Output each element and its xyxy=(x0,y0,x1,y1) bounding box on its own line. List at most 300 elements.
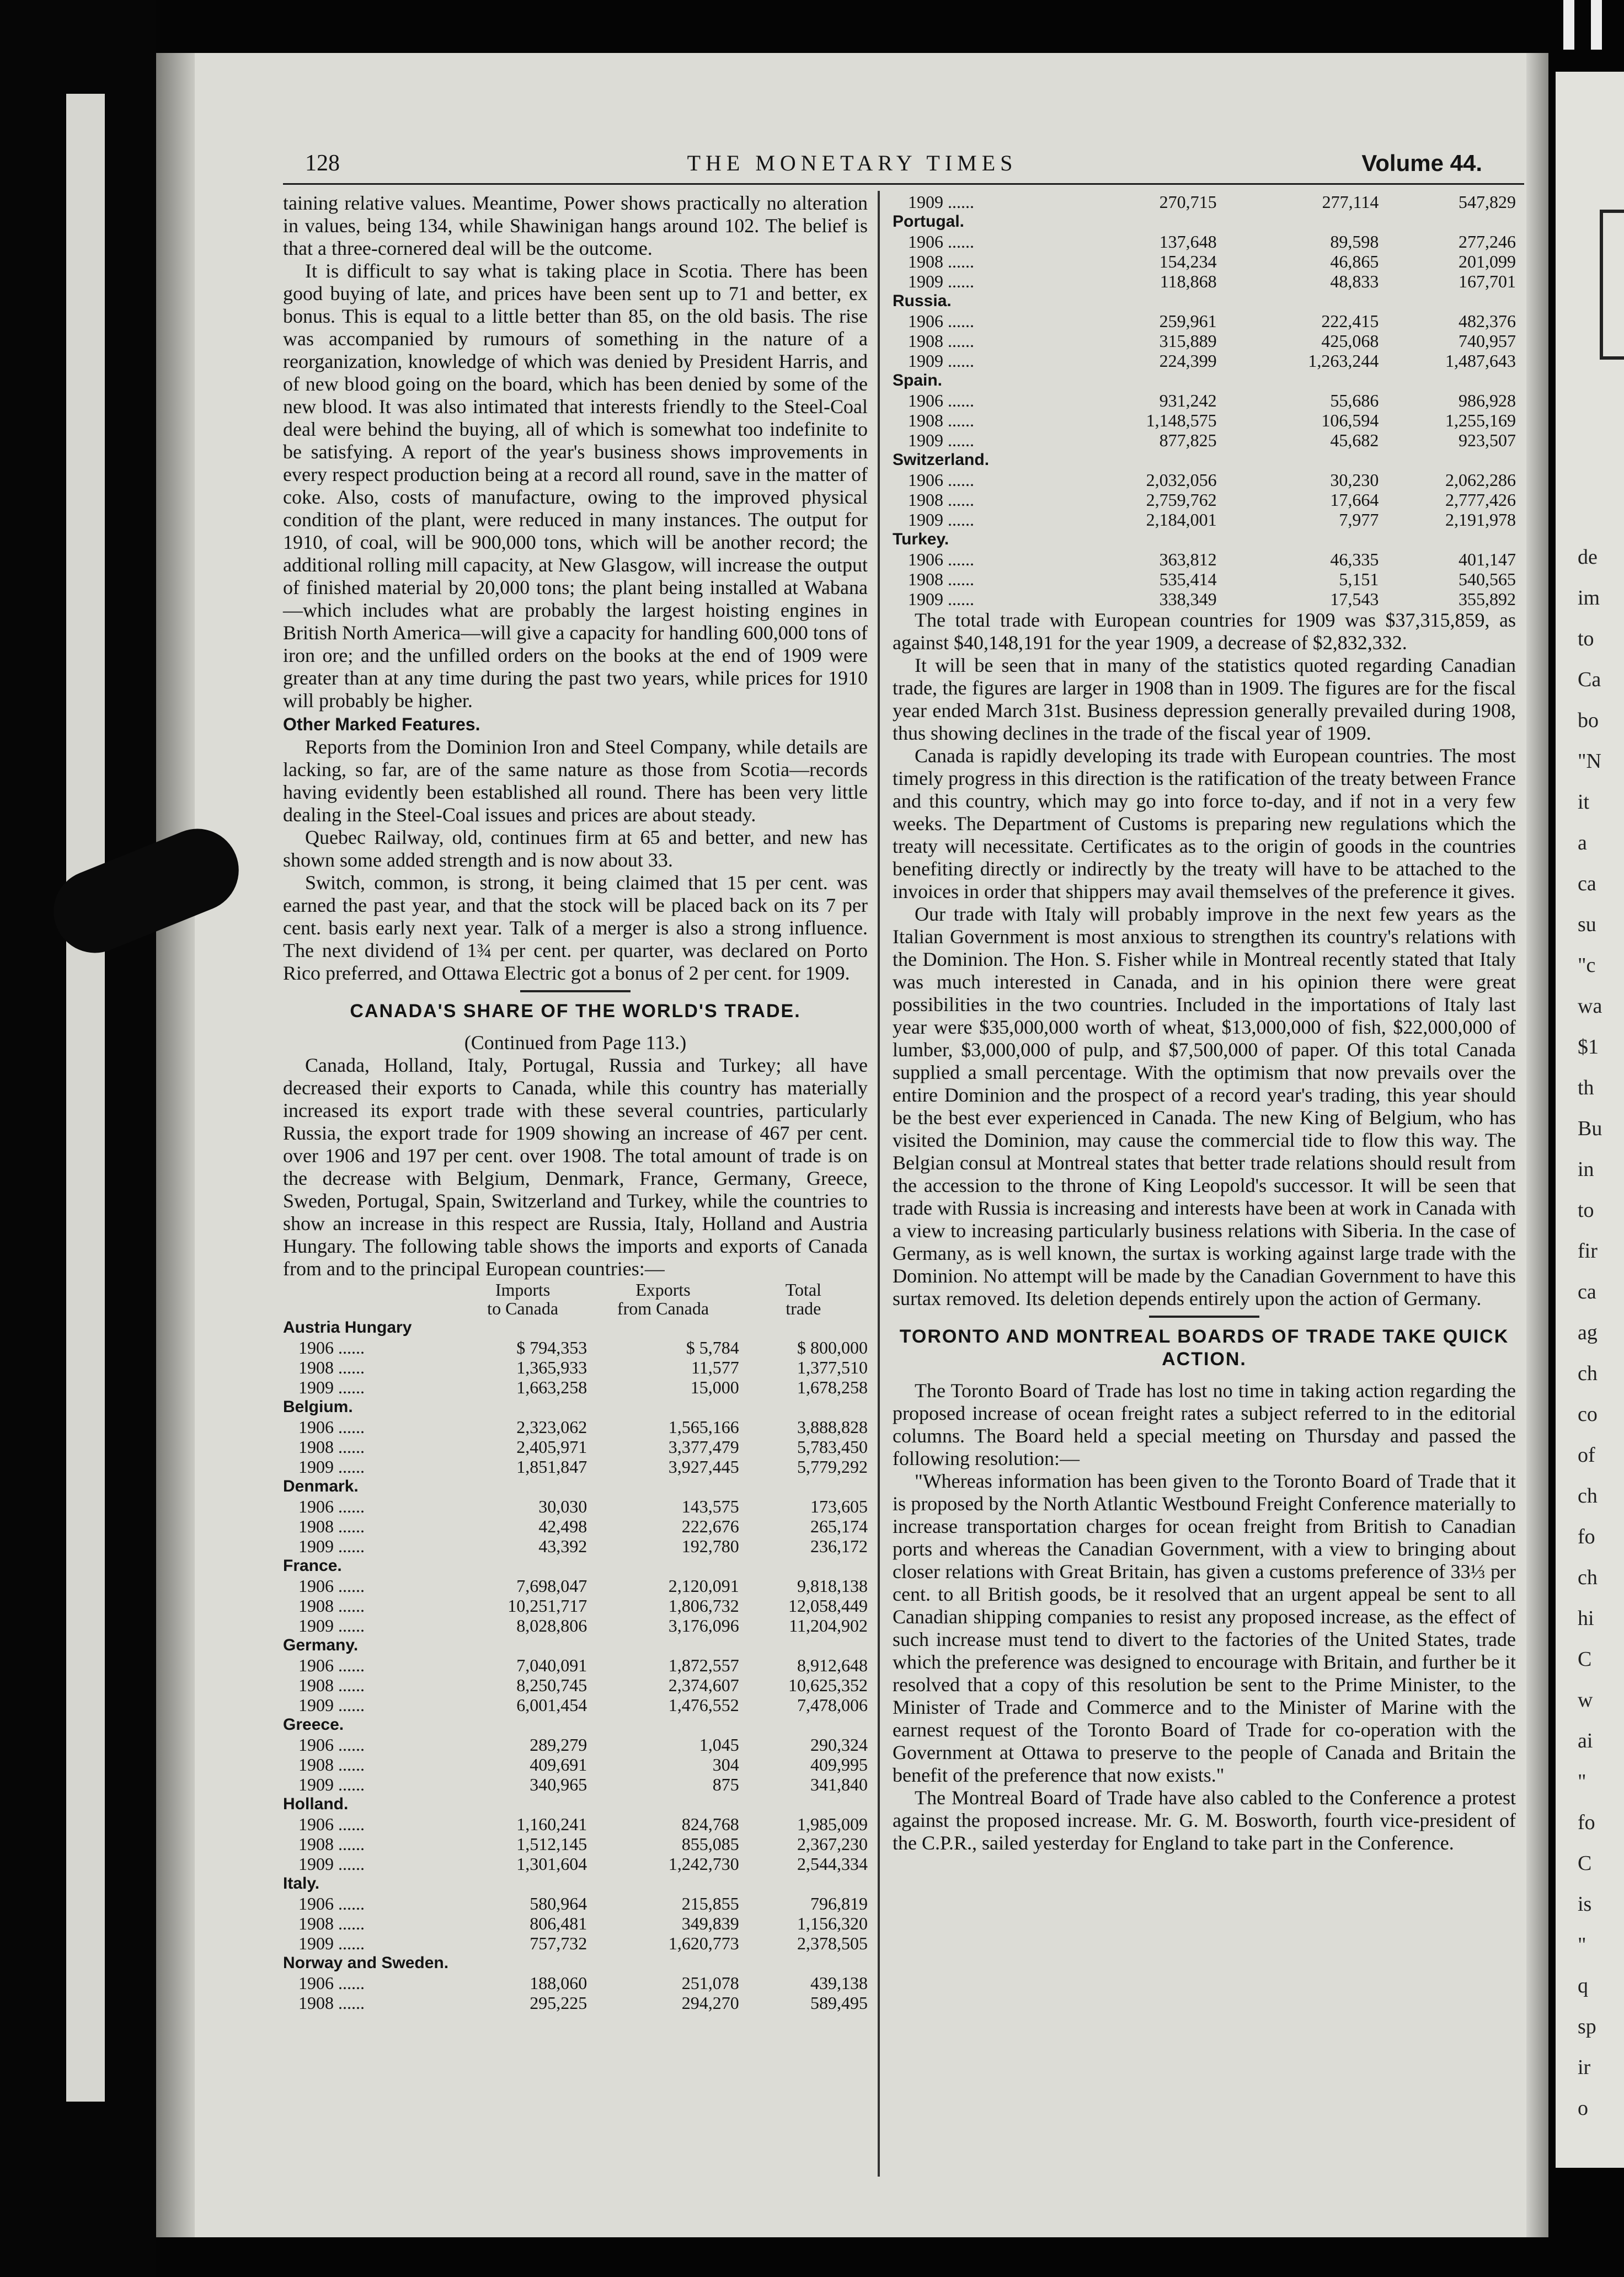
fragment-text: C xyxy=(1578,1852,1592,1875)
table-row xyxy=(283,1993,868,2013)
fragment-text: sp xyxy=(1578,2015,1596,2038)
value-cell: 2,759,762 xyxy=(1146,490,1217,510)
paragraph: Switch, common, is strong, it being claimed that 15 per cent. was earned the past year, and that the stock will be placed back on its 7 per cent. basis early next year. Talk of a merger is also a strong influence. The next dividend of 1¾ per cent. per quarter, was declared on Porto Rico preferred, and Ottawa Electric got a bonus of 2 per cent. for 1909. xyxy=(283,872,868,984)
value-cell: 143,575 xyxy=(681,1496,739,1516)
continued-note: (Continued from Page 113.) xyxy=(464,1031,687,1054)
year-cell: 1908 ...... xyxy=(298,1357,365,1377)
fragment-text: fo xyxy=(1578,1525,1595,1548)
year-cell: 1909 ...... xyxy=(908,192,974,212)
year-cell: 1906 ...... xyxy=(298,1655,365,1675)
value-cell: 338,349 xyxy=(1159,589,1217,609)
value-cell: 1,806,732 xyxy=(668,1596,739,1616)
paragraph: The Toronto Board of Trade has lost no time in taking action regarding the proposed increase of ocean freight rates a subject referred to in the editorial columns. The Board held a special meeting on Thursday and passed the following resolution:— xyxy=(893,1380,1516,1469)
table-row xyxy=(893,192,1516,212)
value-cell: 46,865 xyxy=(1330,252,1379,271)
value-cell: 137,648 xyxy=(1159,232,1217,252)
table-column-header xyxy=(283,1280,458,1318)
value-cell: 118,868 xyxy=(1160,271,1217,291)
fragment-text: ca xyxy=(1578,1280,1596,1303)
table-row xyxy=(893,391,1516,410)
country-name: Greece. xyxy=(283,1715,344,1734)
value-cell: 188,060 xyxy=(530,1973,587,1993)
value-cell: 2,374,607 xyxy=(668,1675,739,1695)
year-cell: 1906 ...... xyxy=(908,232,974,252)
table-row xyxy=(283,1814,868,1834)
table-row xyxy=(893,252,1516,271)
value-cell: 363,812 xyxy=(1159,549,1217,569)
country-name: Turkey. xyxy=(893,530,949,548)
value-cell: 1,148,575 xyxy=(1146,410,1217,430)
value-cell: 3,377,479 xyxy=(668,1437,739,1457)
newspaper-page xyxy=(156,53,1548,2237)
country-row xyxy=(893,450,1516,470)
country-row xyxy=(283,1874,868,1894)
country-row xyxy=(893,212,1516,232)
page-stack-edge xyxy=(66,94,105,2102)
value-cell: 236,172 xyxy=(810,1536,868,1556)
value-cell: 482,376 xyxy=(1459,311,1516,331)
value-cell: 7,698,047 xyxy=(516,1576,587,1596)
value-cell: 2,544,334 xyxy=(797,1854,868,1874)
left-column xyxy=(283,192,868,2013)
paragraph: Reports from the Dominion Iron and Steel Company, while details are lacking, so far, are of the same nature as those from Scotia—records having evidently been established all round. There has been very little dealing in the Steel-Coal issues and prices are about steady. xyxy=(283,736,868,826)
fragment-text: it xyxy=(1578,790,1590,814)
year-cell: 1908 ...... xyxy=(908,331,974,351)
fragment-text: to xyxy=(1578,627,1594,650)
year-cell: 1909 ...... xyxy=(298,1854,365,1874)
value-cell: 7,478,006 xyxy=(797,1695,868,1715)
value-cell: 8,912,648 xyxy=(797,1655,868,1675)
value-cell: 1,255,169 xyxy=(1445,410,1516,430)
year-cell: 1906 ...... xyxy=(908,311,974,331)
fragment-text: to xyxy=(1578,1199,1594,1222)
value-cell: 540,565 xyxy=(1459,569,1516,589)
fragment-text: in xyxy=(1578,1158,1594,1181)
year-cell: 1909 ...... xyxy=(908,271,974,291)
value-cell: 6,001,454 xyxy=(516,1695,587,1715)
table-column-header: Total trade xyxy=(785,1280,822,1318)
value-cell: 1,565,166 xyxy=(668,1417,739,1437)
fragment-text: " xyxy=(1578,1933,1586,1957)
value-cell: 409,691 xyxy=(530,1755,587,1774)
country-name: Spain. xyxy=(893,371,943,389)
value-cell: 2,191,978 xyxy=(1445,510,1516,530)
fragment-text: ir xyxy=(1578,2056,1591,2079)
table-row xyxy=(893,331,1516,351)
fragment-text: q xyxy=(1578,1974,1588,1997)
year-cell: 1908 ...... xyxy=(298,1675,365,1695)
value-cell: 192,780 xyxy=(681,1536,739,1556)
paragraph: Canada, Holland, Italy, Portugal, Russia and Turkey; all have decreased their exports to Canada, while this country has materially increased its export trade with these several countries, particularly Russia, the export trade for 1909 showing an increase of 467 per cent. over 1906 and 197 per cent. over 1908. The total amount of trade is on the decrease with Belgium, Denmark, France, Germany, Greece, Sweden, Portugal, Spain, Switzerland and Turkey, while the countries to show an increase in this respect are Russia, Italy, Holland and Austria Hungary. The following table shows the imports and exports of Canada from and to the principal European countries:— xyxy=(283,1054,868,1280)
value-cell: 1,156,320 xyxy=(797,1913,868,1933)
year-cell: 1908 ...... xyxy=(298,1596,365,1616)
table-column-header: Exports from Canada xyxy=(617,1280,709,1318)
value-cell: 15,000 xyxy=(690,1377,739,1397)
value-cell: 1,301,604 xyxy=(516,1854,587,1874)
year-cell: 1908 ...... xyxy=(298,1437,365,1457)
table-row xyxy=(283,1913,868,1933)
table-row xyxy=(283,1675,868,1695)
value-cell: 5,783,450 xyxy=(797,1437,868,1457)
value-cell: 355,892 xyxy=(1459,589,1516,609)
year-cell: 1908 ...... xyxy=(908,252,974,271)
value-cell: 265,174 xyxy=(810,1516,868,1536)
value-cell: 1,851,847 xyxy=(516,1457,587,1477)
value-cell: 10,251,717 xyxy=(507,1596,587,1616)
year-cell: 1906 ...... xyxy=(298,1417,365,1437)
paragraph: It is difficult to say what is taking place in Scotia. There has been good buying of late, and prices have been sent up to 71 and better, ex bonus. This is equal to a little better than 85, on the old basis. The rise was accompanied by rumours of something in the nature of a reorganization, knowledge of which was denied by President Harris, and of new blood going on the board, which has been denied by some of the new blood. It was also intimated that interests friendly to the Steel-Coal deal were behind the buying, all of which is somewhat too indefinite to be satisfying. A report of the year's business shows improvements in every respect production being at a record all round, save in the matter of coke. Also, costs of manufacture, owing to the improved physical condition of the plant, were reduced in many instances. The output for 1910, of coal, will be 900,000 tons, which will be another record; the additional rolling mill capacity, at New Glasgow, will increase the output of finished material by 20,000 tons; the plant being installed at Wabana —which includes what are probably the largest hoisting engines in British North America—will give a capacity for handling 600,000 tons of iron ore; and the unfilled orders on the books at the end of 1909 were greater than at any time during the past two years, while prices for 1910 will probably be higher. xyxy=(283,260,868,712)
value-cell: 2,323,062 xyxy=(516,1417,587,1437)
adjacent-page-box xyxy=(1600,210,1624,360)
value-cell: 740,957 xyxy=(1459,331,1516,351)
country-row xyxy=(893,530,1516,549)
value-cell: 824,768 xyxy=(681,1814,739,1834)
value-cell: 1,263,244 xyxy=(1308,351,1379,371)
year-cell: 1908 ...... xyxy=(908,490,974,510)
year-cell: 1909 ...... xyxy=(298,1933,365,1953)
country-row xyxy=(283,1715,868,1735)
fragment-text: Ca xyxy=(1578,668,1601,691)
header-rule xyxy=(283,183,1524,185)
fragment-text: ai xyxy=(1578,1729,1593,1752)
value-cell: 43,392 xyxy=(538,1536,587,1556)
fragment-text: ch xyxy=(1578,1484,1598,1508)
table-row xyxy=(893,490,1516,510)
value-cell: 201,099 xyxy=(1459,252,1516,271)
table-row xyxy=(283,1735,868,1755)
country-row xyxy=(283,1953,868,1973)
fragment-text: "N xyxy=(1578,750,1601,773)
fragment-text: Bu xyxy=(1578,1117,1602,1140)
value-cell: 535,414 xyxy=(1159,569,1217,589)
value-cell: 48,833 xyxy=(1330,271,1379,291)
country-name: Portugal. xyxy=(893,212,965,231)
paragraph: taining relative values. Meantime, Power shows practically no alteration in values, being 134, while Shawinigan hangs around 102. The belief is that a three-cornered deal will be the outcome. xyxy=(283,192,868,259)
column-divider xyxy=(878,191,880,2177)
fragment-text: ca xyxy=(1578,872,1596,895)
value-cell: 1,365,933 xyxy=(516,1357,587,1377)
value-cell: 295,225 xyxy=(530,1993,587,2013)
table-row xyxy=(893,351,1516,371)
paragraph: Canada is rapidly developing its trade with European countries. The most timely progress in this direction is the ratification of the treaty between France and this country, which may go into force to-day, and if not in a very few weeks. The Department of Customs is preparing new regulations which the treaty will necessitate. Certificates as to the origin of goods in the countries benefiting directly or indirectly by the treaty will have to be attached to the invoices in order that shippers may avail themselves of the preference it gives. xyxy=(893,745,1516,902)
section-divider xyxy=(1149,1316,1259,1318)
country-row xyxy=(283,1635,868,1655)
fragment-text: w xyxy=(1578,1688,1593,1712)
country-name: Germany. xyxy=(283,1636,359,1654)
paragraph: The Montreal Board of Trade have also cabled to the Conference a protest against the proposed increase. Mr. G. M. Bosworth, fourth vice-president of the C.P.R., sailed yesterday for England to take part in the Conference. xyxy=(893,1787,1516,1854)
country-name: Italy. xyxy=(283,1874,320,1893)
table-row xyxy=(283,1596,868,1616)
country-name: Denmark. xyxy=(283,1477,359,1495)
value-cell: 1,512,145 xyxy=(516,1834,587,1854)
country-name: Austria Hungary xyxy=(283,1318,412,1337)
value-cell: 224,399 xyxy=(1159,351,1217,371)
country-name: Holland. xyxy=(283,1795,349,1813)
year-cell: 1909 ...... xyxy=(298,1616,365,1635)
page-number: 128 xyxy=(305,151,340,176)
table-row xyxy=(283,1695,868,1715)
value-cell: 259,961 xyxy=(1159,311,1217,331)
year-cell: 1906 ...... xyxy=(298,1338,365,1357)
table-row xyxy=(283,1933,868,1953)
value-cell: 1,476,552 xyxy=(668,1695,739,1715)
value-cell: 289,279 xyxy=(530,1735,587,1755)
year-cell: 1909 ...... xyxy=(908,589,974,609)
value-cell: 2,777,426 xyxy=(1445,490,1516,510)
year-cell: 1906 ...... xyxy=(298,1894,365,1913)
value-cell: 877,825 xyxy=(1159,430,1217,450)
value-cell: 931,242 xyxy=(1159,391,1217,410)
fragment-text: th xyxy=(1578,1076,1594,1099)
country-name: Belgium. xyxy=(283,1398,353,1416)
value-cell: 30,030 xyxy=(538,1496,587,1516)
article-title: CANADA'S SHARE OF THE WORLD'S TRADE. xyxy=(350,1001,801,1022)
table-row xyxy=(893,470,1516,490)
value-cell: 986,928 xyxy=(1459,391,1516,410)
value-cell: 8,250,745 xyxy=(516,1675,587,1695)
year-cell: 1908 ...... xyxy=(298,1834,365,1854)
value-cell: 30,230 xyxy=(1330,470,1379,490)
value-cell: 7,977 xyxy=(1339,510,1379,530)
year-cell: 1906 ...... xyxy=(908,549,974,569)
fragment-text: de xyxy=(1578,546,1598,569)
year-cell: 1908 ...... xyxy=(298,1755,365,1774)
year-cell: 1906 ...... xyxy=(298,1814,365,1834)
value-cell: 11,577 xyxy=(691,1357,739,1377)
paragraph: The total trade with European countries for 1909 was $37,315,859, as against $40,148,191 for the year 1909, a decrease of $2,832,332. xyxy=(893,609,1516,654)
value-cell: 3,888,828 xyxy=(797,1417,868,1437)
value-cell: 294,270 xyxy=(681,1993,739,2013)
year-cell: 1906 ...... xyxy=(298,1496,365,1516)
value-cell: 349,839 xyxy=(681,1913,739,1933)
value-cell: 1,678,258 xyxy=(797,1377,868,1397)
value-cell: 1,160,241 xyxy=(516,1814,587,1834)
country-name: Russia. xyxy=(893,292,952,310)
value-cell: 277,114 xyxy=(1322,192,1379,212)
value-cell: 1,872,557 xyxy=(668,1655,739,1675)
value-cell: 45,682 xyxy=(1330,430,1379,450)
year-cell: 1908 ...... xyxy=(908,410,974,430)
value-cell: 222,676 xyxy=(681,1516,739,1536)
table-row xyxy=(283,1854,868,1874)
table-row xyxy=(283,1457,868,1477)
value-cell: 10,625,352 xyxy=(788,1675,868,1695)
year-cell: 1906 ...... xyxy=(298,1735,365,1755)
value-cell: 7,040,091 xyxy=(516,1655,587,1675)
fragment-text: im xyxy=(1578,586,1600,610)
table-row xyxy=(893,311,1516,331)
publication-title: THE MONETARY TIMES xyxy=(687,151,1018,175)
value-cell: 290,324 xyxy=(810,1735,868,1755)
table-row xyxy=(283,1576,868,1596)
year-cell: 1906 ...... xyxy=(908,391,974,410)
paragraph: Quebec Railway, old, continues firm at 65 and better, and new has shown some added strength and is now about 33. xyxy=(283,826,868,871)
paragraph: It will be seen that in many of the statistics quoted regarding Canadian trade, the figures are larger in 1908 than in 1909. The figures are for the fiscal year ended March 31st. Business depression generally prevailed during 1908, thus showing declines in the trade of the fiscal year of 1909. xyxy=(893,654,1516,744)
value-cell: 42,498 xyxy=(538,1516,587,1536)
year-cell: 1908 ...... xyxy=(298,1913,365,1933)
value-cell: 1,242,730 xyxy=(668,1854,739,1874)
table-row xyxy=(893,430,1516,450)
country-row xyxy=(893,291,1516,311)
value-cell: 806,481 xyxy=(530,1913,587,1933)
table-row xyxy=(893,510,1516,530)
value-cell: 439,138 xyxy=(810,1973,868,1993)
value-cell: 1,487,643 xyxy=(1445,351,1516,371)
table-row xyxy=(283,1417,868,1437)
value-cell: 923,507 xyxy=(1459,430,1516,450)
country-name: Switzerland. xyxy=(893,451,990,469)
country-row xyxy=(283,1397,868,1417)
value-cell: 547,829 xyxy=(1459,192,1516,212)
value-cell: 222,415 xyxy=(1321,311,1379,331)
value-cell: 409,995 xyxy=(810,1755,868,1774)
table-row xyxy=(893,589,1516,609)
value-cell: 304 xyxy=(712,1755,739,1774)
scan-marks xyxy=(1558,0,1607,50)
fragment-text: ag xyxy=(1578,1321,1598,1344)
value-cell: 5,779,292 xyxy=(797,1457,868,1477)
table-row xyxy=(283,1338,868,1357)
fragment-text: fo xyxy=(1578,1811,1595,1834)
value-cell: $ 800,000 xyxy=(797,1338,868,1357)
value-cell: 270,715 xyxy=(1159,192,1217,212)
value-cell: 11,204,902 xyxy=(789,1616,868,1635)
value-cell: 215,855 xyxy=(681,1894,739,1913)
table-row xyxy=(893,232,1516,252)
trade-table-left xyxy=(283,1280,868,2013)
value-cell: 1,985,009 xyxy=(797,1814,868,1834)
year-cell: 1909 ...... xyxy=(298,1457,365,1477)
fragment-text: ch xyxy=(1578,1362,1598,1385)
value-cell: 106,594 xyxy=(1321,410,1379,430)
year-cell: 1908 ...... xyxy=(298,1516,365,1536)
fragment-text: o xyxy=(1578,2097,1588,2120)
table-row xyxy=(283,1536,868,1556)
value-cell: 2,184,001 xyxy=(1146,510,1217,530)
year-cell: 1909 ...... xyxy=(298,1536,365,1556)
year-cell: 1909 ...... xyxy=(298,1695,365,1715)
value-cell: 251,078 xyxy=(681,1973,739,1993)
country-row xyxy=(283,1477,868,1496)
value-cell: 580,964 xyxy=(530,1894,587,1913)
table-column-header: Imports to Canada xyxy=(487,1280,559,1318)
country-row xyxy=(283,1556,868,1576)
page-header xyxy=(156,150,1548,183)
table-row xyxy=(283,1755,868,1774)
table-row xyxy=(283,1357,868,1377)
country-row xyxy=(893,371,1516,391)
article-title: TORONTO AND MONTREAL BOARDS OF TRADE TAKE QUICK ACTION. xyxy=(899,1326,1509,1370)
value-cell: 9,818,138 xyxy=(797,1576,868,1596)
value-cell: 173,605 xyxy=(810,1496,868,1516)
value-cell: 2,032,056 xyxy=(1146,470,1217,490)
fragment-text: C xyxy=(1578,1648,1592,1671)
value-cell: 154,234 xyxy=(1159,252,1217,271)
value-cell: 855,085 xyxy=(681,1834,739,1854)
table-row xyxy=(283,1616,868,1635)
value-cell: 757,732 xyxy=(530,1933,587,1953)
value-cell: 17,543 xyxy=(1330,589,1379,609)
year-cell: 1909 ...... xyxy=(298,1377,365,1397)
table-row xyxy=(893,569,1516,589)
value-cell: 341,840 xyxy=(810,1774,868,1794)
fragment-text: "c xyxy=(1578,954,1596,977)
value-cell: 1,620,773 xyxy=(668,1933,739,1953)
value-cell: 46,335 xyxy=(1330,549,1379,569)
value-cell: 589,495 xyxy=(810,1993,868,2013)
section-divider xyxy=(520,990,631,992)
fragment-text: hi xyxy=(1578,1607,1594,1630)
value-cell: 2,405,971 xyxy=(516,1437,587,1457)
fragment-text: of xyxy=(1578,1444,1595,1467)
value-cell: 55,686 xyxy=(1330,391,1379,410)
fragment-text: ch xyxy=(1578,1566,1598,1589)
value-cell: $ 5,784 xyxy=(686,1338,739,1357)
fragment-text: bo xyxy=(1578,709,1599,732)
value-cell: 2,062,286 xyxy=(1445,470,1516,490)
value-cell: 796,819 xyxy=(810,1894,868,1913)
country-name: France. xyxy=(283,1557,342,1575)
volume-label: Volume 44. xyxy=(1361,150,1482,176)
value-cell: 1,045 xyxy=(699,1735,739,1755)
value-cell: 277,246 xyxy=(1459,232,1516,252)
adjacent-page-fragment xyxy=(1556,72,1624,2168)
value-cell: 1,377,510 xyxy=(797,1357,868,1377)
table-row xyxy=(283,1834,868,1854)
table-row xyxy=(283,1437,868,1457)
paragraph: Our trade with Italy will probably improve in the next few years as the Italian Government is most anxious to strengthen its country's relations with the Dominion. The Hon. S. Fisher while in Montreal recently stated that Italy was much interested in Canada, and in his opinion there were great possibilities in the two countries. Included in the importations of Italy last year were $35,000,000 worth of wheat, $13,000,000 of fish, $22,000,000 of lumber, $3,000,000 of pulp, and $7,500,000 of paper. Of this total Canada supplied a small percentage. With the optimism that now prevails over the entire Dominion and the prospect of a record year's trading, this year should be the best ever experienced in Canada. The new King of Belgium, who has visited the Dominion, may cause the commercial tide to flow this way. The Belgian consul at Montreal states that better trade relations should result from the accession to the throne of King Leopold's successor. It will be seen that trade with Russia is increasing and interests have been at work in Canada with a view to increasing particularly business relations with Siberia. In the case of Germany, as is well known, the surtax is working against large trade with the Dominion. No attempt will be made by the Canadian Government to have this surtax removed. Its deletion depends entirely upon the action of Germany. xyxy=(893,903,1516,1309)
value-cell: 425,068 xyxy=(1321,331,1379,351)
value-cell: 17,664 xyxy=(1330,490,1379,510)
right-column xyxy=(893,192,1516,1854)
value-cell: 1,663,258 xyxy=(516,1377,587,1397)
value-cell: 2,367,230 xyxy=(797,1834,868,1854)
fragment-text: $1 xyxy=(1578,1035,1599,1059)
value-cell: 89,598 xyxy=(1330,232,1379,252)
country-row xyxy=(283,1318,868,1338)
subheading: Other Marked Features. xyxy=(283,714,480,734)
table-row xyxy=(283,1774,868,1794)
year-cell: 1908 ...... xyxy=(908,569,974,589)
table-row xyxy=(283,1973,868,1993)
country-row xyxy=(283,1794,868,1814)
year-cell: 1909 ...... xyxy=(908,510,974,530)
value-cell: 315,889 xyxy=(1159,331,1217,351)
fragment-text: a xyxy=(1578,831,1587,854)
value-cell: 5,151 xyxy=(1339,569,1379,589)
value-cell: 340,965 xyxy=(530,1774,587,1794)
year-cell: 1906 ...... xyxy=(908,470,974,490)
value-cell: 167,701 xyxy=(1459,271,1516,291)
fragment-text: wa xyxy=(1578,995,1602,1018)
table-row xyxy=(893,549,1516,569)
year-cell: 1909 ...... xyxy=(908,430,974,450)
value-cell: 8,028,806 xyxy=(516,1616,587,1635)
year-cell: 1909 ...... xyxy=(298,1774,365,1794)
year-cell: 1906 ...... xyxy=(298,1973,365,1993)
table-row xyxy=(283,1894,868,1913)
fragment-text: co xyxy=(1578,1403,1598,1426)
value-cell: $ 794,353 xyxy=(516,1338,587,1357)
value-cell: 3,176,096 xyxy=(668,1616,739,1635)
table-row xyxy=(283,1655,868,1675)
table-row xyxy=(893,410,1516,430)
table-row xyxy=(283,1516,868,1536)
year-cell: 1909 ...... xyxy=(908,351,974,371)
value-cell: 12,058,449 xyxy=(788,1596,868,1616)
table-row xyxy=(893,271,1516,291)
year-cell: 1908 ...... xyxy=(298,1993,365,2013)
